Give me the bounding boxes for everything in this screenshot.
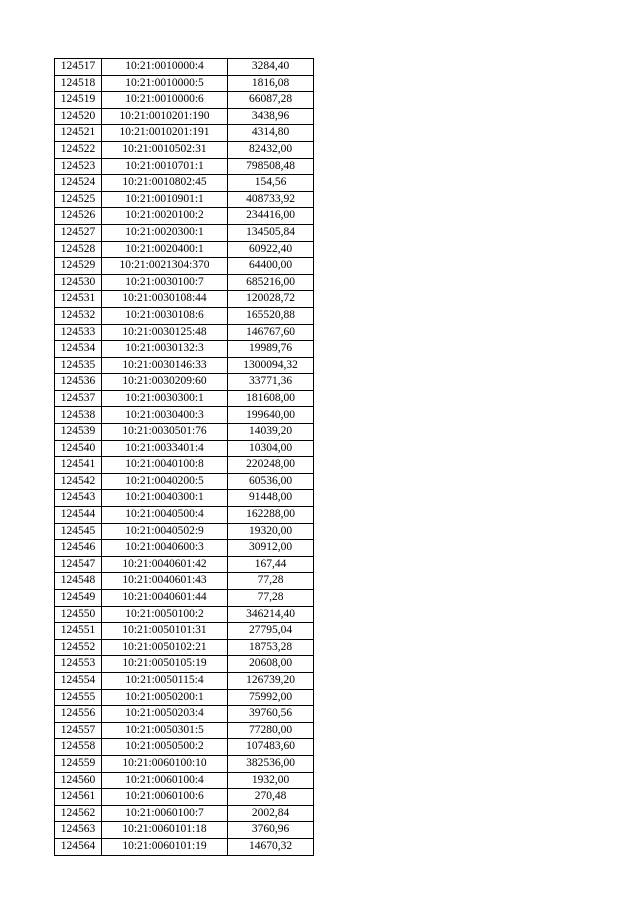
table-row [55, 639, 314, 656]
value-cell: 154,56 [228, 175, 314, 192]
value-cell: 346214,40 [228, 606, 314, 623]
row-number-cell: 124525 [55, 191, 102, 208]
row-number-cell: 124544 [55, 507, 102, 524]
row-number-cell: 124563 [55, 822, 102, 839]
value-cell: 27795,04 [228, 623, 314, 640]
row-number-cell: 124552 [55, 639, 102, 656]
value-cell: 146767,60 [228, 324, 314, 341]
value-cell: 14039,20 [228, 424, 314, 441]
value-cell: 39760,56 [228, 706, 314, 723]
value-cell: 20608,00 [228, 656, 314, 673]
row-number-cell: 124554 [55, 672, 102, 689]
cadastral-number-cell: 10:21:0040200:5 [102, 473, 228, 490]
value-cell: 30912,00 [228, 540, 314, 557]
row-number-cell: 124548 [55, 573, 102, 590]
table-row [55, 75, 314, 92]
cadastral-number-cell: 10:21:0030100:7 [102, 274, 228, 291]
table-row [55, 755, 314, 772]
row-number-cell: 124534 [55, 341, 102, 358]
cadastral-number-cell: 10:21:0010201:190 [102, 108, 228, 125]
table-row [55, 341, 314, 358]
value-cell: 19320,00 [228, 523, 314, 540]
cadastral-number-cell: 10:21:0030125:48 [102, 324, 228, 341]
value-cell: 167,44 [228, 556, 314, 573]
value-cell: 66087,28 [228, 92, 314, 109]
table-row [55, 307, 314, 324]
row-number-cell: 124537 [55, 390, 102, 407]
cadastral-number-cell: 10:21:0040502:9 [102, 523, 228, 540]
cadastral-number-cell: 10:21:0030400:3 [102, 407, 228, 424]
row-number-cell: 124536 [55, 374, 102, 391]
table-row [55, 357, 314, 374]
cadastral-number-cell: 10:21:0060101:19 [102, 838, 228, 855]
row-number-cell: 124520 [55, 108, 102, 125]
row-number-cell: 124540 [55, 440, 102, 457]
row-number-cell: 124527 [55, 224, 102, 241]
value-cell: 798508,48 [228, 158, 314, 175]
cadastral-number-cell: 10:21:0040500:4 [102, 507, 228, 524]
table-row [55, 822, 314, 839]
table-row [55, 125, 314, 142]
row-number-cell: 124519 [55, 92, 102, 109]
row-number-cell: 124547 [55, 556, 102, 573]
document-page [54, 58, 314, 856]
row-number-cell: 124549 [55, 590, 102, 607]
table-row [55, 838, 314, 855]
value-cell: 685216,00 [228, 274, 314, 291]
value-cell: 199640,00 [228, 407, 314, 424]
row-number-cell: 124531 [55, 291, 102, 308]
value-cell: 3438,96 [228, 108, 314, 125]
table-row [55, 656, 314, 673]
table-row [55, 291, 314, 308]
table-row [55, 623, 314, 640]
table-row [55, 490, 314, 507]
table-row [55, 473, 314, 490]
value-cell: 75992,00 [228, 689, 314, 706]
row-number-cell: 124553 [55, 656, 102, 673]
cadastral-number-cell: 10:21:0030108:44 [102, 291, 228, 308]
cadastral-number-cell: 10:21:0040601:43 [102, 573, 228, 590]
row-number-cell: 124539 [55, 424, 102, 441]
cadastral-number-cell: 10:21:0050115:4 [102, 672, 228, 689]
table-row [55, 59, 314, 76]
value-cell: 3284,40 [228, 59, 314, 76]
cadastral-number-cell: 10:21:0040601:42 [102, 556, 228, 573]
cadastral-number-cell: 10:21:0010201:191 [102, 125, 228, 142]
table-row [55, 241, 314, 258]
cadastral-number-cell: 10:21:0040300:1 [102, 490, 228, 507]
row-number-cell: 124557 [55, 722, 102, 739]
value-cell: 18753,28 [228, 639, 314, 656]
row-number-cell: 124521 [55, 125, 102, 142]
value-cell: 162288,00 [228, 507, 314, 524]
row-number-cell: 124522 [55, 141, 102, 158]
row-number-cell: 124559 [55, 755, 102, 772]
value-cell: 77280,00 [228, 722, 314, 739]
value-cell: 126739,20 [228, 672, 314, 689]
row-number-cell: 124550 [55, 606, 102, 623]
cadastral-number-cell: 10:21:0030132:3 [102, 341, 228, 358]
cadastral-number-cell: 10:21:0030146:33 [102, 357, 228, 374]
table-row [55, 556, 314, 573]
row-number-cell: 124524 [55, 175, 102, 192]
cadastral-number-cell: 10:21:0050200:1 [102, 689, 228, 706]
value-cell: 64400,00 [228, 258, 314, 275]
value-cell: 33771,36 [228, 374, 314, 391]
table-row [55, 772, 314, 789]
row-number-cell: 124518 [55, 75, 102, 92]
table-row [55, 224, 314, 241]
cadastral-number-cell: 10:21:0010502:31 [102, 141, 228, 158]
row-number-cell: 124523 [55, 158, 102, 175]
value-cell: 14670,32 [228, 838, 314, 855]
table-row [55, 390, 314, 407]
value-cell: 165520,88 [228, 307, 314, 324]
value-cell: 77,28 [228, 590, 314, 607]
cadastral-number-cell: 10:21:0060101:18 [102, 822, 228, 839]
cadastral-number-cell: 10:21:0030300:1 [102, 390, 228, 407]
cadastral-number-cell: 10:21:0050203:4 [102, 706, 228, 723]
table-row [55, 141, 314, 158]
cadastral-number-cell: 10:21:0010802:45 [102, 175, 228, 192]
cadastral-number-cell: 10:21:0020100:2 [102, 208, 228, 225]
row-number-cell: 124533 [55, 324, 102, 341]
cadastral-number-cell: 10:21:0020400:1 [102, 241, 228, 258]
cadastral-number-cell: 10:21:0040601:44 [102, 590, 228, 607]
table-row [55, 457, 314, 474]
row-number-cell: 124545 [55, 523, 102, 540]
value-cell: 1816,08 [228, 75, 314, 92]
table-row [55, 424, 314, 441]
row-number-cell: 124560 [55, 772, 102, 789]
row-number-cell: 124551 [55, 623, 102, 640]
cadastral-number-cell: 10:21:0030108:6 [102, 307, 228, 324]
row-number-cell: 124556 [55, 706, 102, 723]
table-row [55, 175, 314, 192]
cadastral-number-cell: 10:21:0030209:60 [102, 374, 228, 391]
cadastral-number-cell: 10:21:0033401:4 [102, 440, 228, 457]
table-row [55, 739, 314, 756]
value-cell: 220248,00 [228, 457, 314, 474]
value-cell: 60536,00 [228, 473, 314, 490]
value-cell: 19989,76 [228, 341, 314, 358]
row-number-cell: 124558 [55, 739, 102, 756]
value-cell: 234416,00 [228, 208, 314, 225]
cadastral-number-cell: 10:21:0060100:4 [102, 772, 228, 789]
cadastral-number-cell: 10:21:0050301:5 [102, 722, 228, 739]
cadastral-value-table [54, 58, 314, 856]
table-row [55, 789, 314, 806]
table-row [55, 590, 314, 607]
table-row [55, 407, 314, 424]
value-cell: 2002,84 [228, 805, 314, 822]
value-cell: 1300094,32 [228, 357, 314, 374]
table-row [55, 523, 314, 540]
row-number-cell: 124562 [55, 805, 102, 822]
table-row [55, 108, 314, 125]
table-row [55, 440, 314, 457]
row-number-cell: 124541 [55, 457, 102, 474]
row-number-cell: 124555 [55, 689, 102, 706]
row-number-cell: 124529 [55, 258, 102, 275]
cadastral-number-cell: 10:21:0010000:4 [102, 59, 228, 76]
cadastral-number-cell: 10:21:0050101:31 [102, 623, 228, 640]
row-number-cell: 124517 [55, 59, 102, 76]
table-row [55, 208, 314, 225]
value-cell: 4314,80 [228, 125, 314, 142]
cadastral-number-cell: 10:21:0040600:3 [102, 540, 228, 557]
table-row [55, 158, 314, 175]
value-cell: 60922,40 [228, 241, 314, 258]
row-number-cell: 124546 [55, 540, 102, 557]
value-cell: 408733,92 [228, 191, 314, 208]
table-row [55, 258, 314, 275]
row-number-cell: 124542 [55, 473, 102, 490]
table-row [55, 274, 314, 291]
cadastral-number-cell: 10:21:0040100:8 [102, 457, 228, 474]
value-cell: 10304,00 [228, 440, 314, 457]
value-cell: 91448,00 [228, 490, 314, 507]
value-cell: 1932,00 [228, 772, 314, 789]
cadastral-number-cell: 10:21:0050102:21 [102, 639, 228, 656]
table-row [55, 805, 314, 822]
table-row [55, 374, 314, 391]
value-cell: 3760,96 [228, 822, 314, 839]
cadastral-number-cell: 10:21:0050500:2 [102, 739, 228, 756]
cadastral-number-cell: 10:21:0010901:1 [102, 191, 228, 208]
row-number-cell: 124528 [55, 241, 102, 258]
table-body [55, 59, 314, 856]
cadastral-number-cell: 10:21:0010701:1 [102, 158, 228, 175]
value-cell: 120028,72 [228, 291, 314, 308]
row-number-cell: 124535 [55, 357, 102, 374]
cadastral-number-cell: 10:21:0021304:370 [102, 258, 228, 275]
value-cell: 382536,00 [228, 755, 314, 772]
table-row [55, 689, 314, 706]
table-row [55, 92, 314, 109]
table-row [55, 606, 314, 623]
cadastral-number-cell: 10:21:0050100:2 [102, 606, 228, 623]
row-number-cell: 124543 [55, 490, 102, 507]
cadastral-number-cell: 10:21:0010000:5 [102, 75, 228, 92]
table-row [55, 324, 314, 341]
table-row [55, 672, 314, 689]
cadastral-number-cell: 10:21:0060100:7 [102, 805, 228, 822]
table-row [55, 540, 314, 557]
row-number-cell: 124561 [55, 789, 102, 806]
value-cell: 107483,60 [228, 739, 314, 756]
value-cell: 134505,84 [228, 224, 314, 241]
row-number-cell: 124564 [55, 838, 102, 855]
table-row [55, 191, 314, 208]
cadastral-number-cell: 10:21:0060100:6 [102, 789, 228, 806]
row-number-cell: 124538 [55, 407, 102, 424]
value-cell: 77,28 [228, 573, 314, 590]
value-cell: 82432,00 [228, 141, 314, 158]
cadastral-number-cell: 10:21:0010000:6 [102, 92, 228, 109]
value-cell: 181608,00 [228, 390, 314, 407]
table-row [55, 722, 314, 739]
row-number-cell: 124532 [55, 307, 102, 324]
row-number-cell: 124530 [55, 274, 102, 291]
row-number-cell: 124526 [55, 208, 102, 225]
table-row [55, 507, 314, 524]
table-row [55, 706, 314, 723]
cadastral-number-cell: 10:21:0030501:76 [102, 424, 228, 441]
cadastral-number-cell: 10:21:0050105:19 [102, 656, 228, 673]
value-cell: 270,48 [228, 789, 314, 806]
cadastral-number-cell: 10:21:0020300:1 [102, 224, 228, 241]
cadastral-number-cell: 10:21:0060100:10 [102, 755, 228, 772]
table-row [55, 573, 314, 590]
